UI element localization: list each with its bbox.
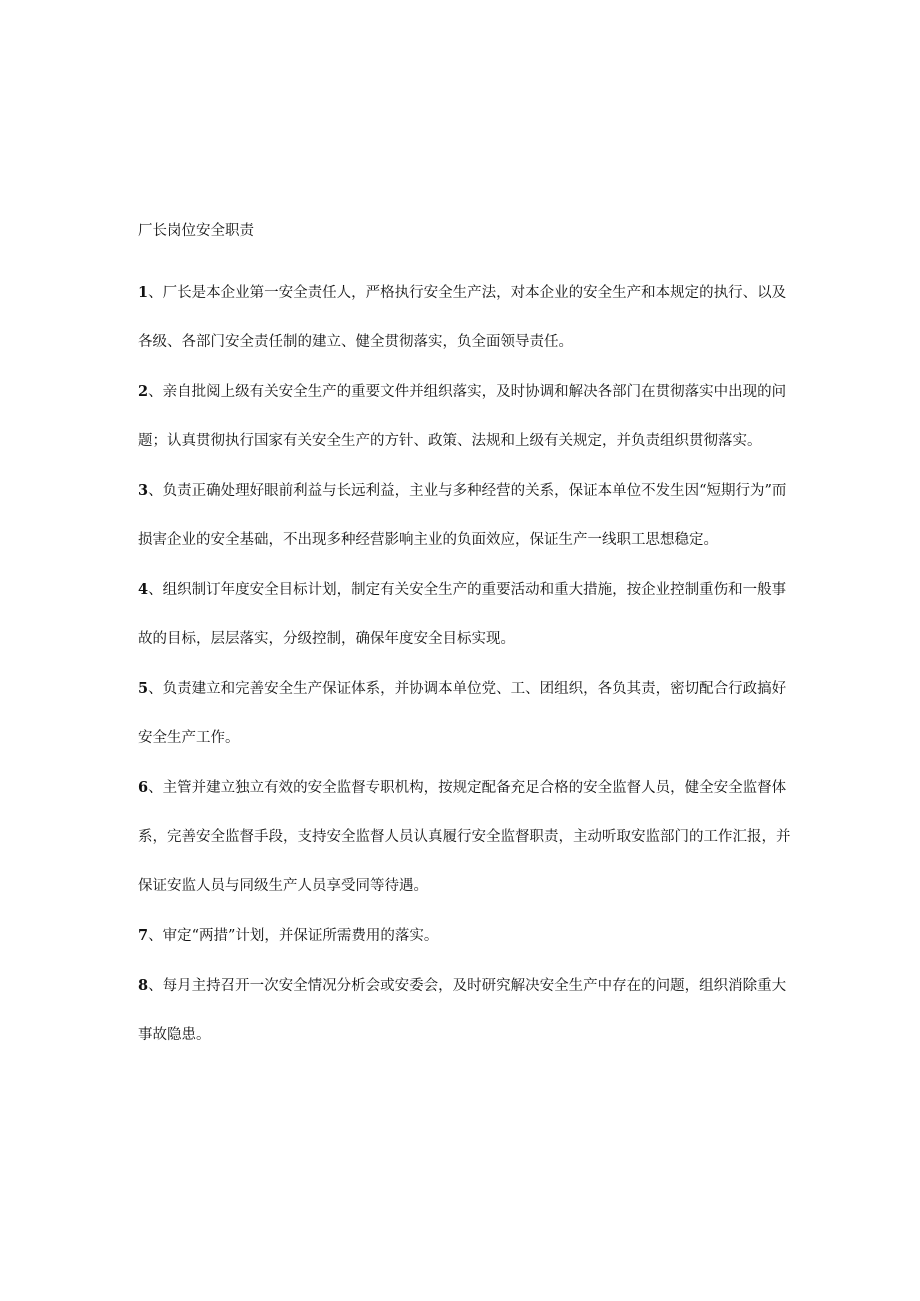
duty-item-8 [138,961,798,1060]
duty-item-2 [138,367,798,466]
duty-item-4 [138,565,798,664]
document-title: 厂长岗位安全职责 [138,223,254,239]
item-text: 、负责正确处理好眼前利益与长远利益，主业与多种经营的关系，保证本单位不发生因“短期行为”而损害企业的安全基础，不出现多种经营影响主业的负面效应，保证生产一线职工思想稳定。 [138,483,787,548]
item-text: 、厂长是本企业第一安全责任人，严格执行安全生产法，对本企业的安全生产和本规定的执行、以及各级、各部门安全责任制的建立、健全贯彻落实，负全面领导责任。 [138,285,787,350]
item-number: 3 [138,482,149,499]
duty-item-5 [138,664,798,763]
duty-item-3 [138,466,798,565]
item-number: 5 [138,680,149,697]
item-text: 、审定“两措”计划，并保证所需费用的落实。 [148,928,439,944]
item-text: 、负责建立和完善安全生产保证体系，并协调本单位党、工、团组织，各负其责，密切配合行政搞好安全生产工作。 [138,681,787,746]
item-number: 7 [138,927,149,944]
item-number: 2 [138,383,149,400]
item-text: 、亲自批阅上级有关安全生产的重要文件并组织落实，及时协调和解决各部门在贯彻落实中出现的问题；认真贯彻执行国家有关安全生产的方针、政策、法规和上级有关规定，并负责组织贯彻落实。 [138,384,787,449]
item-number: 4 [138,581,149,598]
item-number: 8 [138,977,149,994]
duty-item-6 [138,763,798,911]
duty-item-1 [138,268,798,367]
item-number: 6 [138,779,149,796]
duty-item-7 [138,911,798,961]
item-text: 、组织制订年度安全目标计划，制定有关安全生产的重要活动和重大措施，按企业控制重伤和一般事故的目标，层层落实，分级控制，确保年度安全目标实现。 [138,582,787,647]
document-body [138,219,798,1060]
item-text: 、每月主持召开一次安全情况分析会或安委会，及时研究解决安全生产中存在的问题，组织消除重大事故隐患。 [138,978,787,1043]
item-number: 1 [138,284,149,301]
item-text: 、主管并建立独立有效的安全监督专职机构，按规定配备充足合格的安全监督人员，健全安全监督体系，完善安全监督手段，支持安全监督人员认真履行安全监督职责，主动听取安监部门的工作汇报，并保证安监人员与同级生产人员享受同等待遇。 [138,780,791,894]
